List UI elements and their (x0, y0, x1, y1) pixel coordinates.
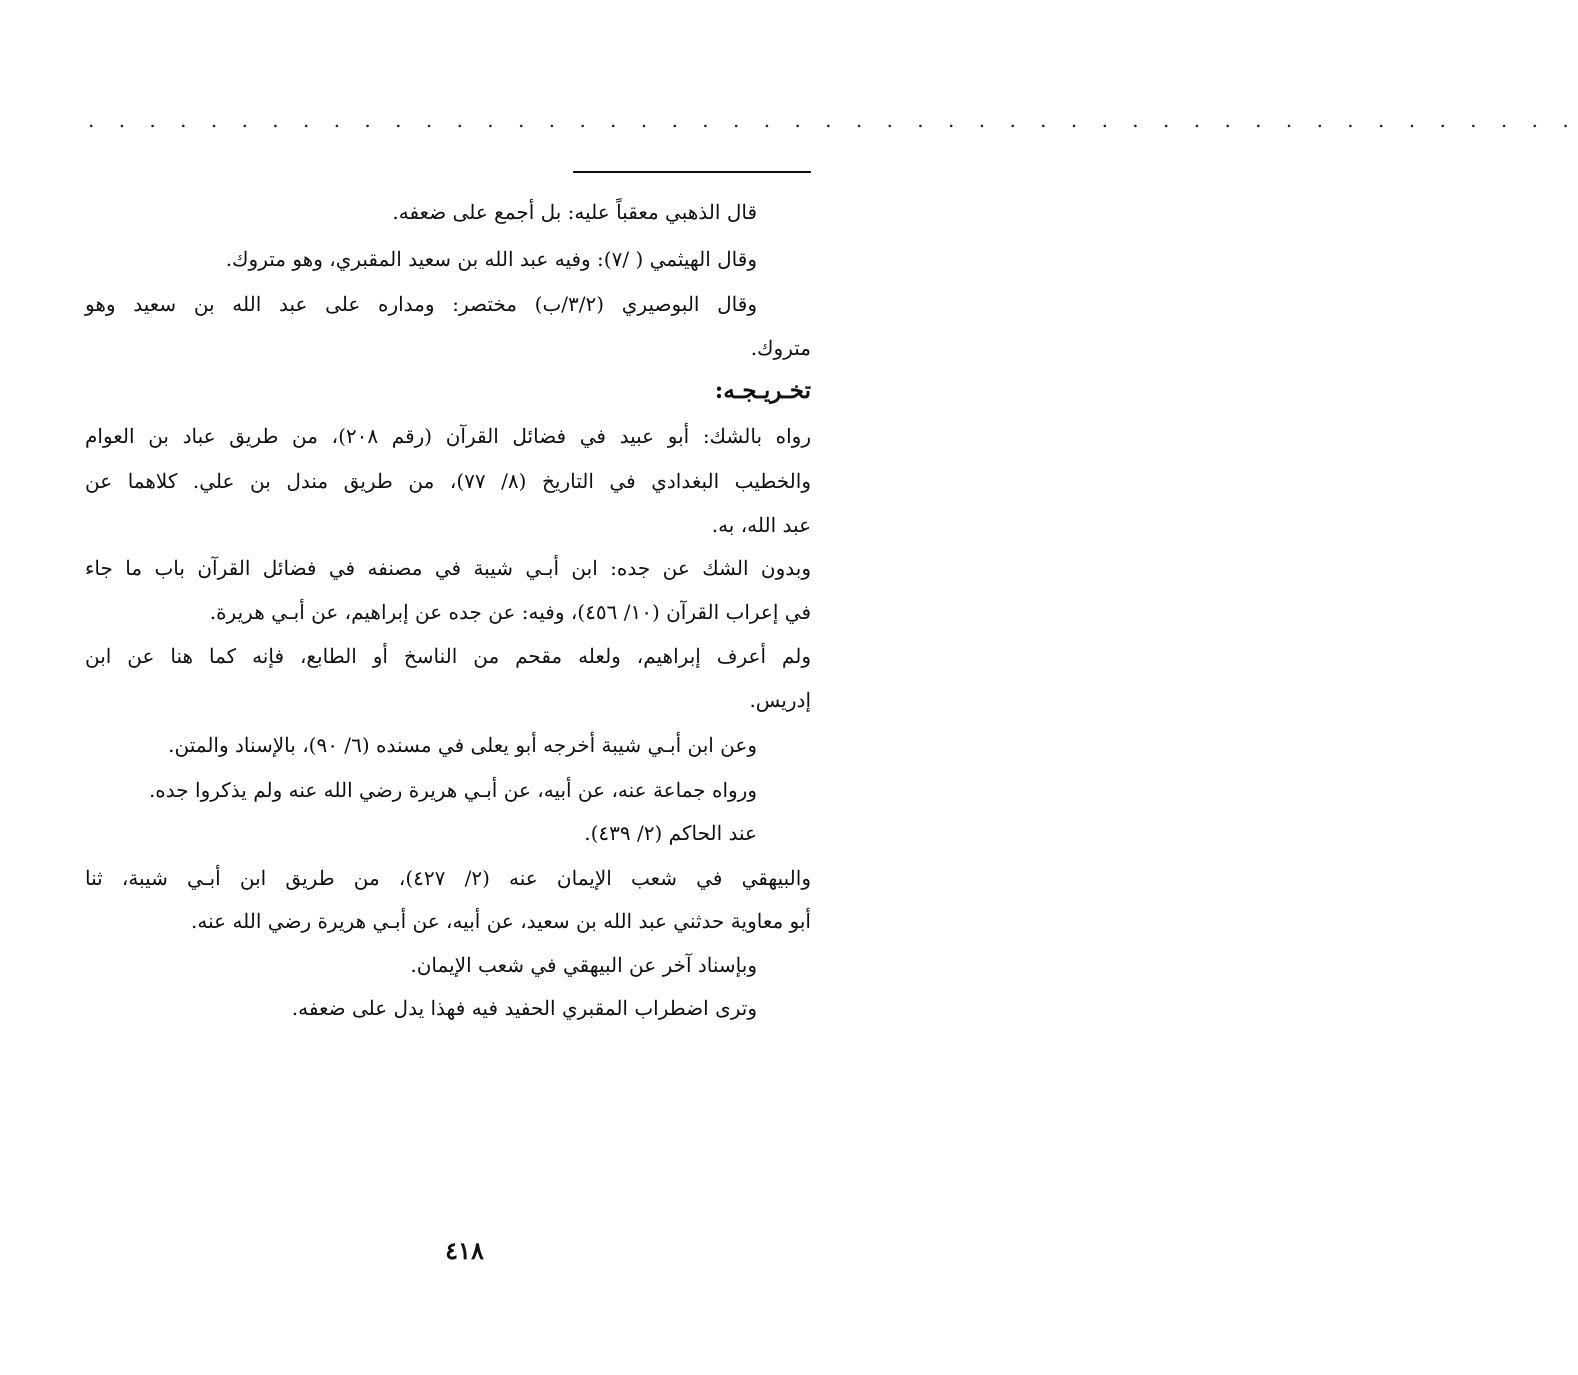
text-line: قال الذهبي معقباً عليه: بل أجمع على ضعفه. (392, 200, 757, 224)
text-line: وقال الهيثمي ( /٧): وفيه عبد الله بن سعيد المقبري، وهو متروك. (225, 247, 757, 271)
text-line: ولم أعرف إبراهيم، ولعله مقحم من الناسخ أو الطابع، فإنه كما هنا عن ابن (85, 644, 811, 668)
footnote-separator (573, 171, 811, 173)
text-line: ورواه جماعة عنه، عن أبيه، عن أبـي هريرة رضي الله عنه ولم يذكروا جده. (148, 778, 757, 802)
text-line: أبو معاوية حدثني عبد الله بن سعيد، عن أبيه، عن أبـي هريرة رضي الله عنه. (191, 909, 811, 933)
section-heading: تخـريـجـه: (714, 377, 811, 404)
text-line: وبإسناد آخر عن البيهقي في شعب الإيمان. (410, 953, 757, 977)
text-line: وقال البوصيري (٣/٢/ب) مختصر: ومداره على عبد الله بن سعيد وهو (85, 292, 757, 316)
page-number: ٤١٨ (445, 1236, 484, 1265)
text-line: إدريس. (749, 688, 811, 712)
text-line: والخطيب البغدادي في التاريخ (٨/ ٧٧)، من طريق مندل بن علي. كلاهما عن (85, 469, 811, 493)
text-line: عبد الله، به. (711, 513, 811, 537)
text-line: وعن ابن أبـي شيبة أخرجه أبو يعلى في مسنده (٦/ ٩٠)، بالإسناد والمتن. (168, 733, 757, 757)
text-line: في إعراب القرآن (١٠/ ٤٥٦)، وفيه: عن جده عن إبراهيم، عن أبـي هريرة. (209, 600, 811, 624)
text-line: وترى اضطراب المقبري الحفيد فيه فهذا يدل على ضعفه. (291, 996, 757, 1020)
text-line: متروك. (750, 336, 811, 360)
text-line: رواه بالشك: أبو عبيد في فضائل القرآن (رقم ٢٠٨)، من طريق عباد بن العوام (85, 424, 811, 448)
text-line: وبدون الشك عن جده: ابن أبـي شيبة في مصنفه في فضائل القرآن باب ما جاء (85, 556, 811, 580)
dotted-header-line: . . . . . . . . . . . . . . . . . . . . . . . . . . . . . . . . . . . . . . . . . . . . . . . . . (88, 108, 1578, 132)
text-line: عند الحاكم (٢/ ٤٣٩). (584, 821, 757, 845)
text-line: والبيهقي في شعب الإيمان عنه (٢/ ٤٢٧)، من طريق ابن أبـي شيبة، ثنا (85, 866, 811, 890)
